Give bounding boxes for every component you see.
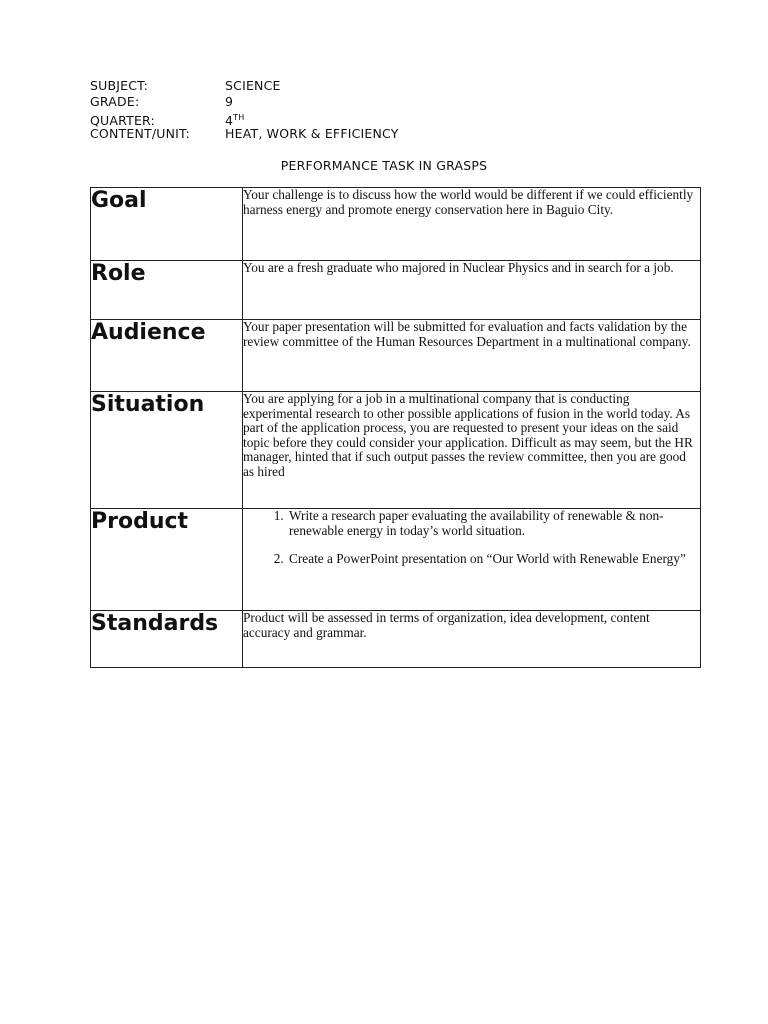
- page-title: PERFORMANCE TASK IN GRASPS: [280, 158, 488, 173]
- quarter-value: 4: [225, 113, 234, 128]
- role-row: [91, 261, 701, 320]
- standards-row: [91, 611, 701, 668]
- product-row: [91, 509, 701, 611]
- document-header: [90, 78, 399, 142]
- standards-label: Standards: [91, 611, 243, 668]
- product-label: Product: [91, 509, 243, 611]
- standards-text: Product will be assessed in terms of organization, idea development, content accuracy and grammar.: [243, 611, 701, 668]
- audience-label: Audience: [91, 320, 243, 392]
- quarter-superscript: TH: [233, 113, 245, 122]
- goal-row: [91, 188, 701, 261]
- grasps-table: [90, 187, 701, 668]
- product-item-research-paper: 1. Write a research paper evaluating the availability of renewable & non- renewable energy in today’s world situation.: [287, 509, 700, 538]
- subject-key: SUBJECT:: [90, 78, 149, 93]
- goal-text: Your challenge is to discuss how the world would be different if we could efficiently harness energy and promote energy conservation here in Baguio City.: [243, 188, 701, 261]
- content-unit-row: [90, 126, 399, 142]
- audience-text: Your paper presentation will be submitted for evaluation and facts validation by the review committee of the Human Resources Department in a multinational company.: [243, 320, 701, 392]
- audience-row: [91, 320, 701, 392]
- grade-row: [90, 94, 399, 110]
- role-text: You are a fresh graduate who majored in Nuclear Physics and in search for a job.: [243, 261, 701, 320]
- role-label: Role: [91, 261, 243, 320]
- product-item-powerpoint: 2. Create a PowerPoint presentation on “Our World with Renewable Energy”: [287, 552, 700, 567]
- subject-value: SCIENCE: [225, 78, 281, 93]
- content-unit-value: HEAT, WORK & EFFICIENCY: [225, 126, 399, 141]
- quarter-key: QUARTER:: [90, 113, 155, 128]
- goal-label: Goal: [91, 188, 243, 261]
- grade-value: 9: [225, 94, 234, 109]
- grade-key: GRADE:: [90, 94, 140, 109]
- content-unit-key: CONTENT/UNIT:: [90, 126, 190, 141]
- quarter-row: [90, 110, 399, 126]
- situation-label: Situation: [91, 392, 243, 509]
- situation-row: [91, 392, 701, 509]
- product-list: [243, 509, 700, 567]
- subject-row: [90, 78, 399, 94]
- product-text: [243, 509, 701, 611]
- situation-text: You are applying for a job in a multinational company that is conducting experimental research to other possible applications of fusion in the world today. As part of the application process, you are requested to present your ideas on the said topic before they could consider your application. Difficult as may seem, but the HR manager, hinted that if such output passes the review committee, then you are good as hired: [243, 392, 701, 509]
